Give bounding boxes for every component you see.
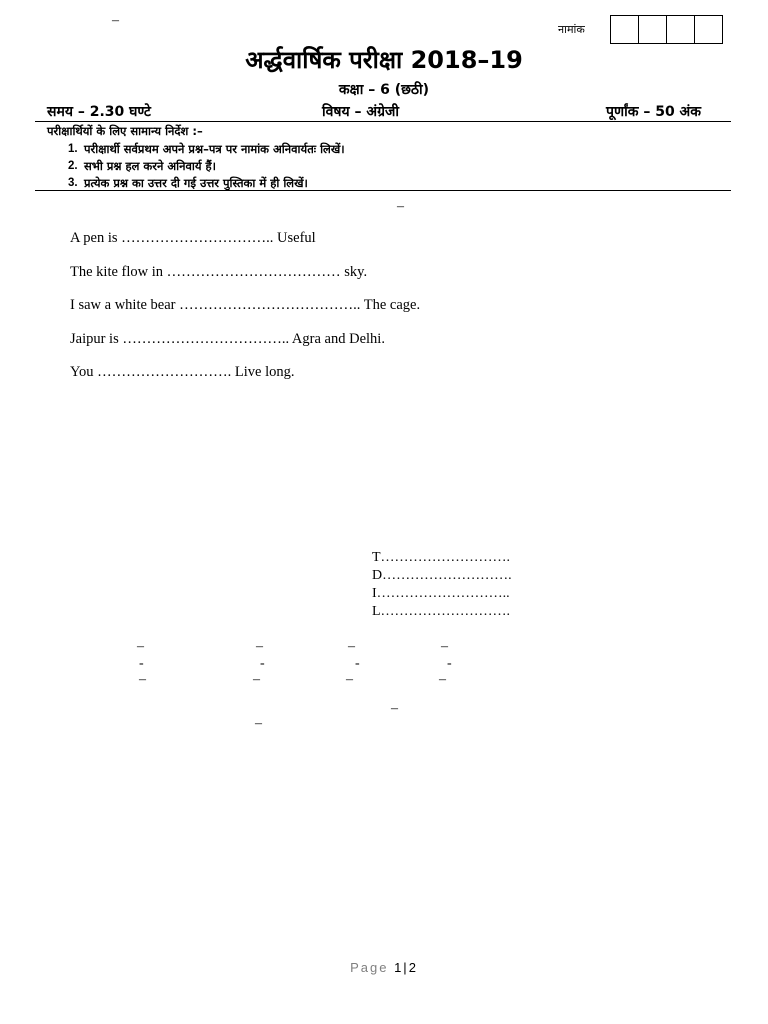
section-dash: – <box>397 199 404 214</box>
grid-dash: – <box>255 716 262 731</box>
page-separator: | <box>403 960 409 975</box>
roll-number-box[interactable] <box>695 15 723 44</box>
grid-dash: – <box>346 672 353 687</box>
grid-dash: – <box>391 701 398 716</box>
fill-in-blanks-questions <box>70 228 420 396</box>
grid-dash: – <box>348 639 355 654</box>
instructions-heading: परीक्षार्थियों के लिए सामान्य निर्देश :– <box>47 124 203 138</box>
instruction-number: 1. <box>68 143 78 155</box>
question-line: You ………………………. Live long. <box>70 364 295 380</box>
grid-dash: – <box>137 639 144 654</box>
roll-number-label: नामांक <box>558 23 585 36</box>
grid-dash: – <box>139 672 146 687</box>
tdil-line: D………………………. <box>372 568 512 583</box>
total-pages: 2 <box>408 960 418 975</box>
grid-dash: - <box>260 656 265 671</box>
question-line: Jaipur is …………………………….. Agra and Delhi. <box>70 330 385 347</box>
roll-number-box[interactable] <box>611 15 639 44</box>
page-footer <box>0 960 768 975</box>
instructions-divider <box>35 190 731 191</box>
class-line: कक्षा – 6 (छठी) <box>338 82 430 98</box>
instruction-number: 2. <box>68 160 78 172</box>
instruction-item <box>68 141 345 158</box>
question-line: The kite flow in ……………………………… sky. <box>70 263 368 280</box>
tdil-line: L………………………. <box>372 604 511 619</box>
grid-dash: - <box>355 656 360 671</box>
exam-subject: विषय – अंग्रेजी <box>322 104 399 120</box>
top-dash: – <box>112 13 119 28</box>
max-marks: पूर्णांक – 50 अंक <box>606 104 702 120</box>
roll-number-boxes <box>610 15 723 44</box>
question-line: I saw a white bear ……………………………….. The cage. <box>70 297 421 313</box>
grid-dash: - <box>139 656 144 671</box>
grid-dash: – <box>253 672 260 687</box>
roll-number-box[interactable] <box>667 15 695 44</box>
instruction-text: परीक्षार्थी सर्वप्रथम अपने प्रश्न–पत्र पर नामांक अनिवार्यतः लिखें। <box>84 142 345 156</box>
instruction-number: 3. <box>68 177 78 189</box>
grid-dash: – <box>256 639 263 654</box>
tdil-line: T………………………. <box>372 550 511 565</box>
instruction-item <box>68 158 345 175</box>
instructions-list <box>68 141 345 192</box>
grid-dash: – <box>439 672 446 687</box>
instruction-text: प्रत्येक प्रश्न का उत्तर दी गई उत्तर पुस्तिका में ही लिखें। <box>84 176 308 190</box>
page-word: Page <box>350 960 389 975</box>
exam-time: समय – 2.30 घण्टे <box>47 104 151 120</box>
header-divider <box>35 121 731 122</box>
tdil-answer-block <box>372 549 512 621</box>
tdil-line: I……………………….. <box>372 586 510 601</box>
roll-number-box[interactable] <box>639 15 667 44</box>
grid-dash: - <box>447 656 452 671</box>
exam-title: अर्द्धवार्षिक परीक्षा 2018–19 <box>245 46 523 74</box>
page-number: 1 <box>394 960 404 975</box>
question-line: A pen is ………………………….. Useful <box>70 230 316 246</box>
grid-dash: – <box>441 639 448 654</box>
instruction-text: सभी प्रश्न हल करने अनिवार्य हैं। <box>84 159 217 173</box>
